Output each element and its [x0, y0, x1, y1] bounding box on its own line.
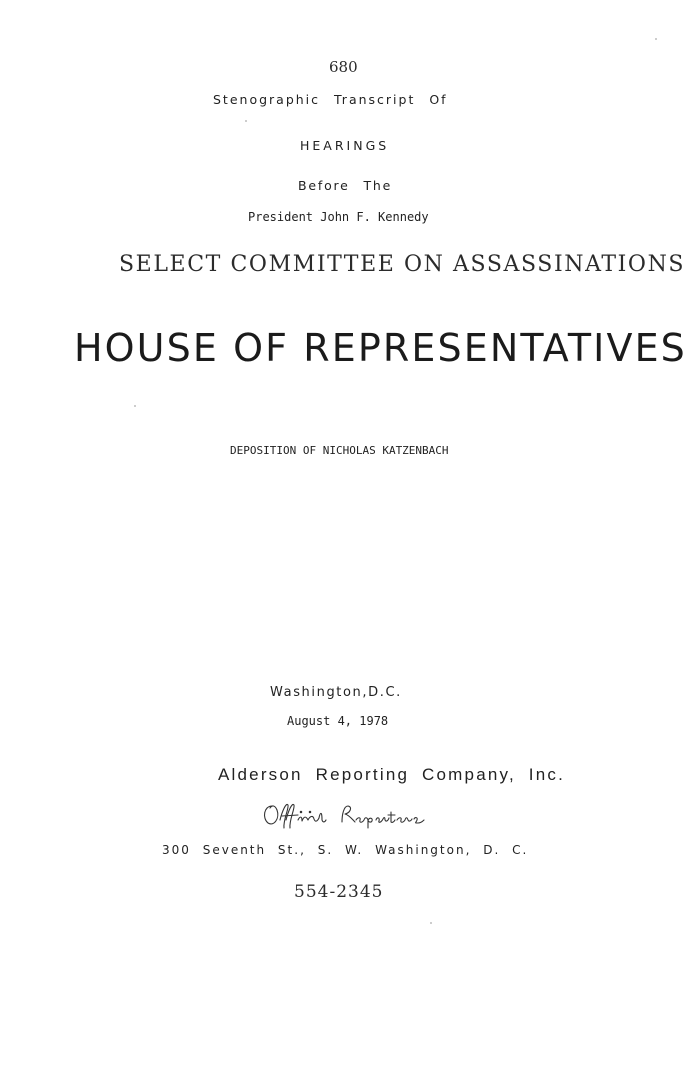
handwritten-signature — [258, 796, 428, 832]
scan-speck — [655, 38, 657, 40]
scan-speck — [134, 405, 136, 407]
scan-speck — [430, 922, 432, 924]
committee-subject: President John F. Kennedy — [248, 210, 429, 224]
deposition-title: DEPOSITION OF NICHOLAS KATZENBACH — [230, 444, 449, 457]
page-number: 680 — [329, 58, 358, 76]
house-title: HOUSE OF REPRESENTATIVES — [74, 326, 687, 370]
scan-speck — [245, 120, 247, 122]
hearings-label: HEARINGS — [300, 138, 390, 153]
transcript-label: Stenographic Transcript Of — [213, 92, 448, 107]
committee-name: SELECT COMMITTEE ON ASSASSINATIONS — [119, 252, 686, 277]
location: Washington,D.C. — [270, 685, 402, 700]
hearing-date: August 4, 1978 — [287, 714, 389, 728]
before-label: Before The — [298, 178, 393, 193]
company-address: 300 Seventh St., S. W. Washington, D. C. — [162, 843, 529, 857]
reporting-company: Alderson Reporting Company, Inc. — [218, 765, 565, 784]
phone-number: 554-2345 — [294, 882, 384, 902]
